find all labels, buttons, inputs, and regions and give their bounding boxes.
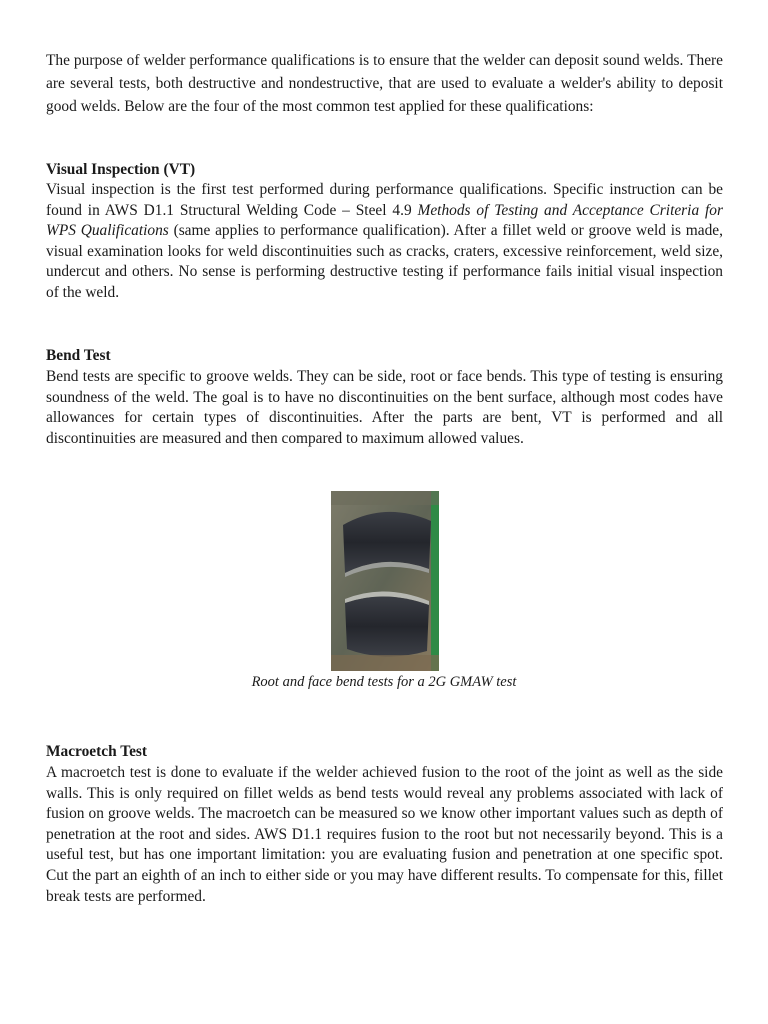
macroetch-test-paragraph: A macroetch test is done to evaluate if the welder achieved fusion to the root of the joint as well as the side walls. This is only required on fillet welds as bend tests would reveal any problems associated with lack of fusion on groove welds. The macroetch can be measured so we know other important values such as depth of penetration at the root and sides. AWS D1.1 requires fusion to the root but not necessarily beyond. This is a useful test, but has one important limitation: you are evaluating fusion and penetration at one specific spot. Cut the part an eighth of an inch to either side or you may have different results. To compensate for this, fillet break tests are performed. [46, 764, 723, 905]
bend-specimens-image [331, 491, 439, 671]
figure-caption: Root and face bend tests for a 2G GMAW test [251, 674, 517, 690]
visual-inspection-paragraph [46, 180, 723, 304]
vt-text-before: Visual inspection is the first test performed during performance qualifications. Specific instruction can be found in AWS D1.1 Structural Welding Code – Steel 4.9 [46, 181, 723, 219]
vt-text-after: (same applies to performance qualification). After a fillet weld or groove weld is made, visual examination looks for weld discontinuities such as cracks, craters, excessive reinforcement, weld size, undercut and others. No sense is performing destructive testing if performance fails initial visual inspection of the weld. [46, 222, 723, 301]
bend-test-paragraph: Bend tests are specific to groove welds. They can be side, root or face bends. This type of testing is ensuring soundness of the weld. The goal is to have no discontinuities on the bent surface, although most codes have allowances for certain types of discontinuities. After the parts are bent, VT is performed and all discontinuities are measured and then compared to maximum allowed values. [46, 368, 723, 447]
intro-paragraph: The purpose of welder performance qualifications is to ensure that the welder can deposit sound welds. There are several tests, both destructive and nondestructive, that are used to evaluate a welder's ability to deposit good welds. Below are the four of the most common test applied for these qualifications: [46, 52, 723, 115]
bend-test-photo [331, 491, 439, 671]
vt-italic-reference: Methods of Testing and Acceptance Criteria for WPS Qualifications [46, 201, 723, 240]
bend-test-heading: Bend Test [46, 347, 111, 364]
macroetch-test-heading: Macroetch Test [46, 743, 148, 760]
visual-inspection-heading: Visual Inspection (VT) [46, 161, 196, 178]
